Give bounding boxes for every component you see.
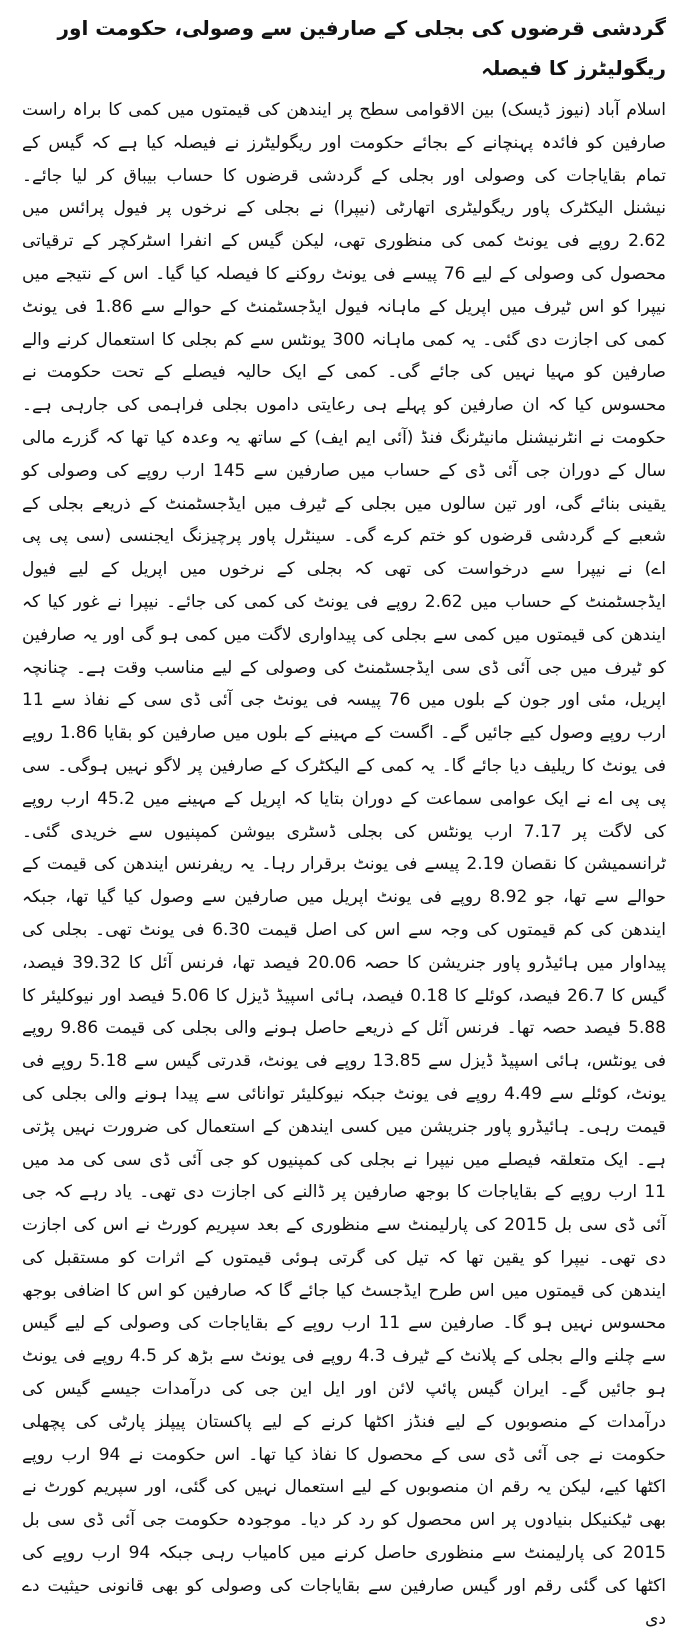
article-headline: گردشی قرضوں کی بجلی کے صارفین سے وصولی، حکومت اور ریگولیٹرز کا فیصلہ: [57, 16, 666, 80]
article-body: اسلام آباد (نیوز ڈیسک) بین الاقوامی سطح پر ایندھن کی قیمتوں میں کمی کا براہ راست صارفین کو فائدہ پہنچانے کے بجائے حکومت اور ریگولیٹرز نے فیصلہ کیا ہے کہ گیس کے تمام بقایاجات کی وصولی اور بجلی کے گردشی قرضوں کا حساب بیباق کر لیا جائے۔ نیشنل الیکٹرک پاور ریگولیٹری اتھارٹی (نیپرا) نے بجلی کے نرخوں پر فیول پرائس میں 2.62 روپے فی یونٹ کمی کی منظوری تھی، لیکن گیس کے انفرا اسٹرکچر کے ترقیاتی محصول کی وصولی کے لیے 76 پیسے فی یونٹ روکنے کا فیصلہ کیا گیا۔ اس کے نتیجے میں نیپرا کو اس ٹیرف میں اپریل کے ماہانہ فیول ایڈجسٹمنٹ کے حوالے سے 1.86 فی یونٹ کمی کی اجازت دی گئی۔ یہ کمی ماہانہ 300 یونٹس سے کم بجلی کا استعمال کرنے والے صارفین کو مہیا نہیں کی جائے گی۔ کمی کے ایک حالیہ فیصلے کے تحت حکومت نے محسوس کیا کہ ان صارفین کو پہلے ہی رعایتی داموں بجلی فراہمی کی جارہی ہے۔ حکومت نے انٹرنیشنل مانیٹرنگ فنڈ (آئی ایم ایف) کے ساتھ یہ وعدہ کیا تھا کہ گزرے مالی سال کے دوران جی آئی ڈی کے حساب میں صارفین سے 145 ارب روپے کی وصولی کو یقینی بنائے گی، اور تین سالوں میں بجلی کے ٹیرف میں ایڈجسٹمنٹ کے ذریعے بجلی کے شعبے کے گردشی قرضوں کو ختم کرے گی۔ سینٹرل پاور پرچیزنگ ایجنسی (سی پی پی اے) نے نیپرا سے درخواست کی تھی کہ بجلی کے نرخوں میں اپریل کے لیے فیول ایڈجسٹمنٹ کے حساب میں 2.62 روپے فی یونٹ کی کمی کی جائے۔ نیپرا نے غور کیا کہ ایندھن کی قیمتوں میں کمی سے بجلی کی پیداواری لاگت میں کمی ہو گی اور یہ صارفین کو ٹیرف میں جی آئی ڈی سی ایڈجسٹمنٹ کی وصولی کے لیے مناسب وقت ہے۔ چنانچہ اپریل، مئی اور جون کے بلوں میں 76 پیسہ فی یونٹ جی آئی ڈی سی کے نفاذ سے 11 ارب روپے وصول کیے جائیں گے۔ اگست کے مہینے کے بلوں میں صارفین کو بقایا 1.86 روپے فی یونٹ کا ریلیف دیا جائے گا۔ یہ کمی کے الیکٹرک کے صارفین پر لاگو نہیں ہوگی۔ سی پی پی اے نے ایک عوامی سماعت کے دوران بتایا کہ اپریل کے مہینے میں 45.2 ارب روپے کی لاگت پر 7.17 ارب یونٹس کی بجلی ڈسٹری بیوشن کمپنیوں سے خریدی گئی۔ ٹرانسمیشن کا نقصان 2.19 پیسے فی یونٹ برقرار رہا۔ یہ ریفرنس ایندھن کی قیمت کے حوالے سے تھا، جو 8.92 روپے فی یونٹ اپریل میں صارفین سے وصول کیا گیا تھا، جبکہ ایندھن کی کم قیمتوں کی وجہ سے اس کی اصل قیمت 6.30 فی یونٹ تھی۔ بجلی کی پیداوار میں ہائیڈرو پاور جنریشن کا حصہ 20.06 فیصد تھا، فرنس آئل کا 39.32 فیصد، گیس کا 26.7 فیصد، کوئلے کا 0.18 فیصد، ہائی اسپیڈ ڈیزل کا 5.06 فیصد اور نیوکلیئر کا 5.88 فیصد حصہ تھا۔ فرنس آئل کے ذریعے حاصل ہونے والی بجلی کی قیمت 9.86 روپے فی یونٹس، ہائی اسپیڈ ڈیزل سے 13.85 روپے فی یونٹ، قدرتی گیس سے 5.18 روپے فی یونٹ، کوئلے سے 4.49 روپے فی یونٹ جبکہ نیوکلیئر توانائی سے پیدا ہونے والی بجلی کی قیمت رہی۔ ہائیڈرو پاور جنریشن میں کسی ایندھن کے استعمال کی ضرورت نہیں پڑتی ہے۔ ایک متعلقہ فیصلے میں نیپرا نے بجلی کی کمپنیوں کو جی آئی ڈی سی کی مد میں 11 ارب روپے کے بقایاجات کا بوجھ صارفین پر ڈالنے کی اجازت دی تھی۔ یاد رہے کہ جی آئی ڈی سی بل 2015 کی پارلیمنٹ سے منظوری کے بعد سپریم کورٹ نے اس کی اجازت دی تھی۔ نیپرا کو یقین تھا کہ تیل کی گرتی ہوئی قیمتوں کے اثرات کو مستقبل کی ایندھن کی قیمتوں میں اس طرح ایڈجسٹ کیا جائے گا کہ صارفین کو اس کا اضافی بوجھ محسوس نہیں ہو گا۔ صارفین سے 11 ارب روپے کے بقایاجات کی وصولی کے لیے گیس سے چلنے والے بجلی کے پلانٹ کے ٹیرف 4.3 روپے فی یونٹ سے بڑھ کر 4.5 روپے فی یونٹ ہو جائیں گے۔ ایران گیس پائپ لائن اور ایل این جی کی درآمدات جیسے گیس کی درآمدات کے منصوبوں کے لیے فنڈز اکٹھا کرنے کے لیے پاکستان پیپلز پارٹی کی پچھلی حکومت نے جی آئی ڈی سی کے محصول کا نفاذ کیا تھا۔ اس حکومت نے 94 ارب روپے اکٹھا کیے، لیکن یہ رقم ان منصوبوں کے لیے استعمال نہیں کی گئی، اور سپریم کورٹ نے بھی ٹیکنیکل بنیادوں پر اس محصول کو رد کر دیا۔ موجودہ حکومت جی آئی ڈی سی بل 2015 کی پارلیمنٹ سے منظوری حاصل کرنے میں کامیاب رہی جبکہ 94 ارب روپے کی اکٹھا کی گئی رقم اور گیس صارفین سے بقایاجات کی وصولی کو بھی قانونی حیثیت دے دی: [22, 100, 667, 1629]
